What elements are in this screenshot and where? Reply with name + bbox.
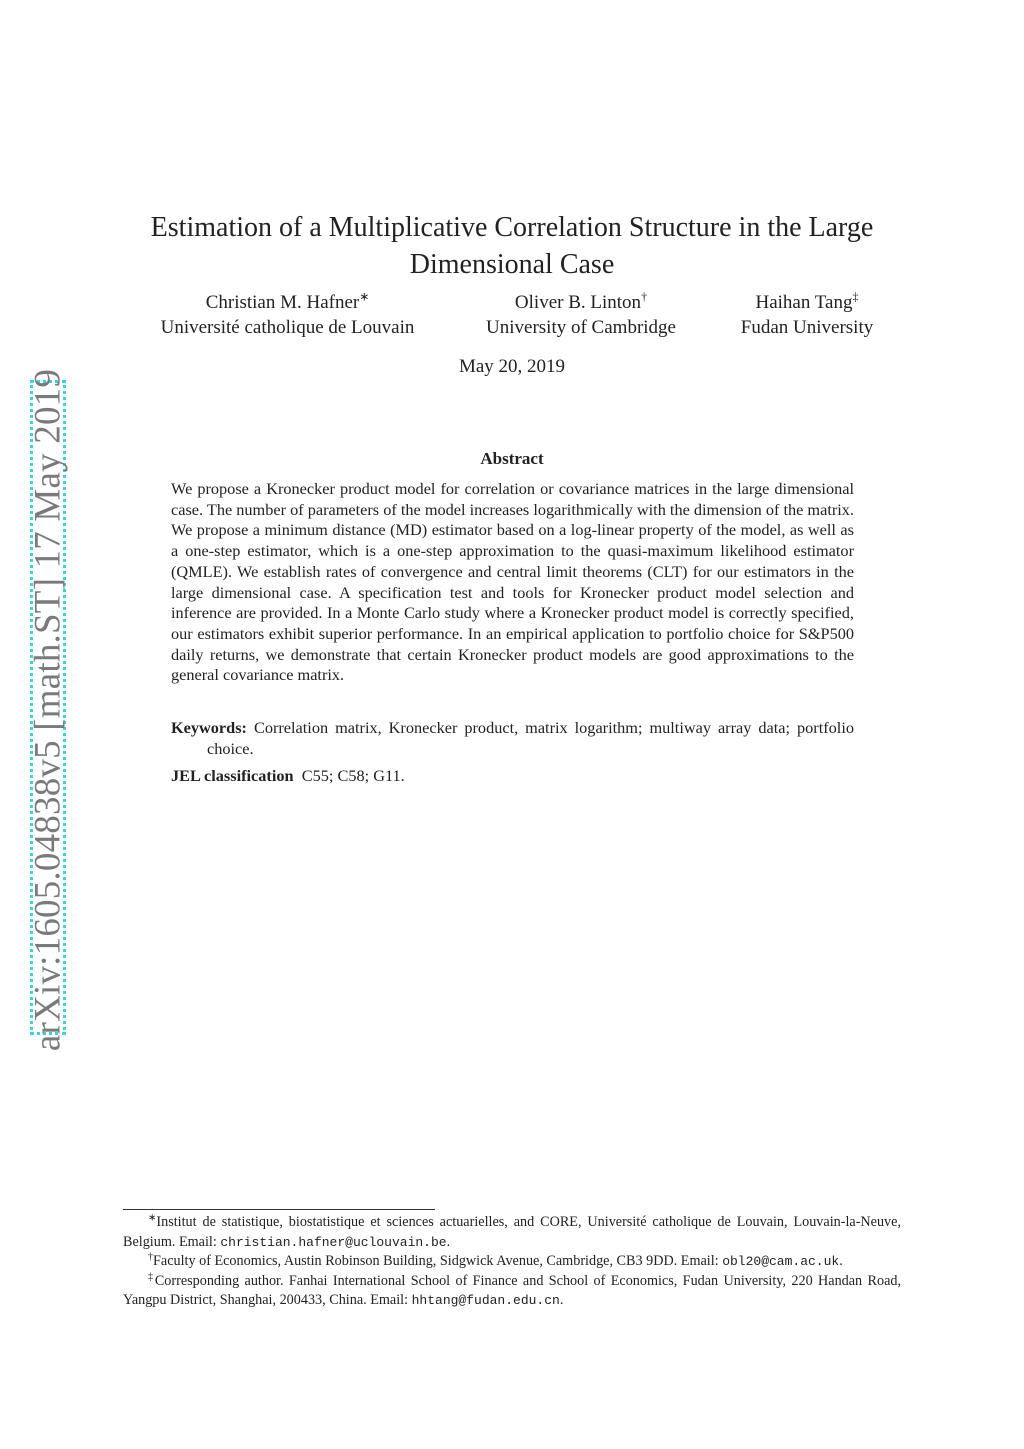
footnote-divider [123, 1209, 435, 1210]
footnote-3-text: Corresponding author. Fanhai International School of Finance and School of Economics, Fudan University, 220 Handan Road, Yangpu District, Shanghai, 200433, China. Email: [123, 1272, 902, 1308]
footnotes [123, 1213, 901, 1311]
author-1-name: Christian M. Hafner [205, 292, 360, 313]
author-3-name: Haihan Tang [755, 292, 853, 313]
jel-codes: C55; C58; G11. [301, 766, 405, 785]
author-1-mark: ∗ [359, 289, 370, 304]
author-3-mark: ‡ [852, 289, 859, 304]
footnote-2-email[interactable]: obl20@cam.ac.uk [722, 1254, 840, 1269]
paper-title: Estimation of a Multiplicative Correlation Structure in the Large Dimensional Case [150, 211, 874, 280]
footnote-2-text: Faculty of Economics, Austin Robinson Building, Sidgwick Avenue, Cambridge, CB3 9DD. Email: [153, 1253, 723, 1269]
arxiv-stamp[interactable]: arXiv:1605.04838v5 [math.ST] 17 May 2019 [27, 368, 69, 1052]
footnote-3-email[interactable]: hhtang@fudan.edu.cn [411, 1293, 560, 1308]
author-2-mark: † [641, 289, 648, 304]
abstract-heading: Abstract [480, 449, 544, 468]
keywords [171, 718, 854, 759]
footnote-3-end: . [559, 1292, 564, 1308]
author-block [0, 290, 1024, 340]
author-3 [722, 290, 892, 340]
footnote-2 [123, 1252, 901, 1272]
footnote-1-mark: ∗ [148, 1212, 157, 1224]
keywords-label: Keywords: [171, 718, 247, 737]
author-2-affiliation: University of Cambridge [486, 317, 676, 338]
footnote-2-end: . [839, 1253, 843, 1269]
footnote-3 [123, 1272, 901, 1311]
author-1 [135, 290, 440, 340]
footnote-3-mark: ‡ [148, 1270, 155, 1282]
author-1-affiliation: Université catholique de Louvain [160, 317, 415, 338]
author-2 [466, 290, 696, 340]
author-3-affiliation: Fudan University [740, 317, 874, 338]
paper-date: May 20, 2019 [458, 356, 566, 377]
footnote-2-mark: † [148, 1251, 153, 1263]
footnote-1 [123, 1213, 901, 1252]
author-2-name: Oliver B. Linton [514, 292, 642, 313]
keywords-text: Correlation matrix, Kronecker product, matrix logarithm; multiway array data; portfolio choice. [207, 718, 854, 758]
footnote-1-text: Institut de statistique, biostatistique et sciences actuarielles, and CORE, Université catholique de Louvain, Louvain-la-Neuve, Belgium. Email: [123, 1214, 901, 1250]
abstract-text: We propose a Kronecker product model for correlation or covariance matrices in the large dimensional case. The number of parameters of the model increases logarithmically with the dimension of the matrix. We propose a minimum distance (MD) estimator based on a log-linear property of the model, as well as a one-step estimator, which is a one-step approximation to the quasi-maximum likelihood estimator (QMLE). We establish rates of convergence and central limit theorems (CLT) for our estimators in the large dimensional case. A specification test and tools for Kronecker product model selection and inference are provided. In a Monte Carlo study where a Kronecker product model is correctly specified, our estimators exhibit superior performance. In an empirical application to portfolio choice for S&P500 daily returns, we demonstrate that certain Kronecker product models are good approximations to the general covariance matrix. [171, 479, 854, 685]
jel-label: JEL classification [171, 766, 294, 785]
jel-classification [171, 766, 854, 787]
footnote-1-end: . [446, 1233, 451, 1250]
footnote-1-email[interactable]: christian.hafner@uclouvain.be [220, 1234, 447, 1250]
